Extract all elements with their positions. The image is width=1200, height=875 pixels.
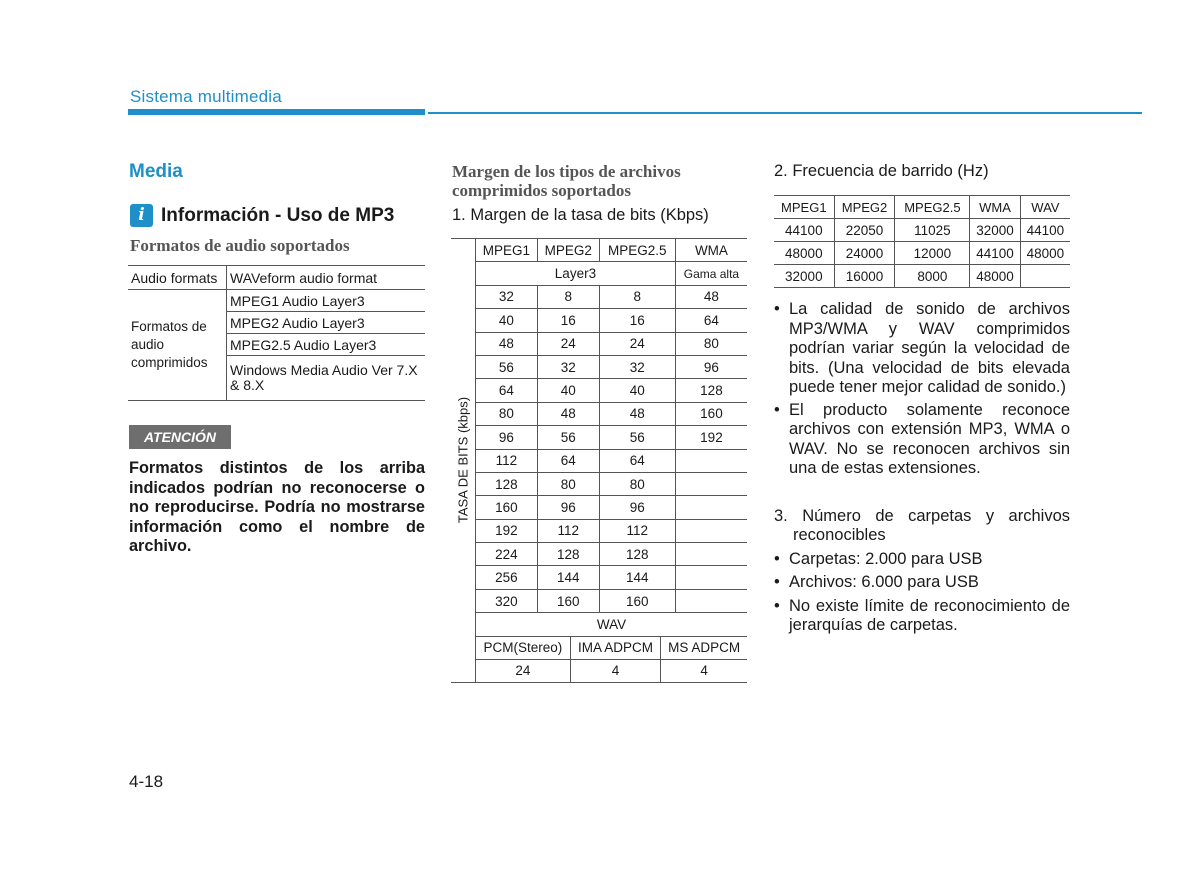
right-notes xyxy=(774,300,1070,636)
freq-cell: 48000 xyxy=(970,265,1020,288)
freq-header: WMA xyxy=(970,196,1020,219)
bitrate-cell: 8 xyxy=(537,285,599,308)
bitrate-cell: 56 xyxy=(476,355,538,378)
bitrate-cell: 48 xyxy=(537,402,599,425)
bitrate-cell: 128 xyxy=(675,379,747,402)
bitrate-cell: 48 xyxy=(599,402,675,425)
wav-value: 4 xyxy=(661,659,747,682)
numbered-heading: 3. Número de carpetas y archivos reconocibles xyxy=(774,506,1070,544)
bitrate-cell: 32 xyxy=(537,355,599,378)
bitrate-cell: 256 xyxy=(476,566,538,589)
formats-head-value: WAVeform audio format xyxy=(230,269,378,286)
bitrate-row xyxy=(451,355,747,378)
freq-cell: 24000 xyxy=(834,242,895,265)
freq-cell: 11025 xyxy=(895,219,970,242)
bitrate-cell xyxy=(675,472,747,495)
bitrate-cell xyxy=(675,566,747,589)
bitrate-cell: 8 xyxy=(599,285,675,308)
bitrate-table xyxy=(451,238,747,683)
bitrate-row xyxy=(451,589,747,612)
bitrate-row xyxy=(451,309,747,332)
bitrate-cell: 320 xyxy=(476,589,538,612)
bitrate-cell: 160 xyxy=(537,589,599,612)
bitrate-cell: 24 xyxy=(537,332,599,355)
formats-group-label: Formatos de audio comprimidos xyxy=(128,290,227,401)
format-item: MPEG2 Audio Layer3 xyxy=(230,314,365,331)
freq-cell: 16000 xyxy=(834,265,895,288)
wav-value: 24 xyxy=(476,659,570,682)
freq-cell: 8000 xyxy=(895,265,970,288)
freq-cell: 32000 xyxy=(774,265,834,288)
bitrate-axis-label: TASA DE BITS (kbps) xyxy=(455,397,471,524)
bitrate-row xyxy=(451,496,747,519)
bitrate-cell: 56 xyxy=(537,426,599,449)
freq-header: MPEG2.5 xyxy=(895,196,970,219)
bitrate-cell: 192 xyxy=(476,519,538,542)
freq-cell: 44100 xyxy=(970,242,1020,265)
media-heading: Media xyxy=(129,161,183,182)
note-bullet: • La calidad de sonido de archivos MP3/WMA y WAV comprimidos podrían variar según la velocidad de bits. (Una velocidad de bits elevada puede tener mejor calidad de sonido.) xyxy=(774,300,1070,398)
info-icon: i xyxy=(130,204,153,227)
bitrate-header: MPEG2 xyxy=(537,239,599,262)
note-bullet: • No existe límite de reconocimiento de jerarquías de carpetas. xyxy=(774,597,1070,636)
note-bullet: • El producto solamente reconoce archivos con extensión MP3, WMA o WAV. No se reconocen archivos sin una de estas extensiones. xyxy=(774,401,1070,479)
info-heading: Información - Uso de MP3 xyxy=(161,205,395,226)
bitrate-cell: 48 xyxy=(476,332,538,355)
freq-cell: 48000 xyxy=(774,242,834,265)
atencion-badge: ATENCIÓN xyxy=(129,425,231,449)
bitrate-row xyxy=(451,426,747,449)
bitrate-cell: 56 xyxy=(599,426,675,449)
bitrate-cell xyxy=(675,519,747,542)
bitrate-cell: 80 xyxy=(476,402,538,425)
bitrate-cell: 40 xyxy=(599,379,675,402)
freq-header: WAV xyxy=(1020,196,1070,219)
formats-subtitle: Formatos de audio soportados xyxy=(130,236,350,255)
bitrate-cell: 112 xyxy=(599,519,675,542)
gama-alta-label: Gama alta xyxy=(675,262,747,285)
bitrate-cell: 128 xyxy=(599,543,675,566)
freq-header: MPEG2 xyxy=(834,196,895,219)
bitrate-cell: 24 xyxy=(599,332,675,355)
format-item: Windows Media Audio Ver 7.X & 8.X xyxy=(230,362,418,393)
bitrate-cell: 64 xyxy=(599,449,675,472)
audio-formats-table xyxy=(128,265,425,401)
bitrate-row xyxy=(451,379,747,402)
bitrate-header: MPEG1 xyxy=(476,239,538,262)
bitrate-cell: 96 xyxy=(537,496,599,519)
bitrate-row xyxy=(451,543,747,566)
bitrate-row xyxy=(451,285,747,308)
bitrate-cell xyxy=(675,589,747,612)
bitrate-cell: 32 xyxy=(476,285,538,308)
bitrate-cell: 128 xyxy=(476,472,538,495)
wav-header: PCM(Stereo) xyxy=(483,640,563,656)
bitrate-cell xyxy=(675,496,747,519)
bitrate-cell xyxy=(675,543,747,566)
wav-label: WAV xyxy=(476,613,748,636)
freq-cell: 12000 xyxy=(895,242,970,265)
bitrate-row xyxy=(451,332,747,355)
bitrate-cell: 96 xyxy=(675,355,747,378)
bitrate-cell: 96 xyxy=(599,496,675,519)
bitrate-cell: 80 xyxy=(537,472,599,495)
freq-cell: 48000 xyxy=(1020,242,1070,265)
header-accent-bar xyxy=(128,109,425,115)
bitrate-cell: 64 xyxy=(675,309,747,332)
bitrate-cell: 64 xyxy=(476,379,538,402)
bitrate-title: 1. Margen de la tasa de bits (Kbps) xyxy=(452,206,709,224)
freq-cell: 44100 xyxy=(1020,219,1070,242)
bitrate-cell: 48 xyxy=(675,285,747,308)
format-item: MPEG1 Audio Layer3 xyxy=(230,292,365,309)
bitrate-row xyxy=(451,566,747,589)
bitrate-cell: 192 xyxy=(675,426,747,449)
bitrate-cell: 40 xyxy=(476,309,538,332)
bitrate-axis-label-cell xyxy=(451,239,476,683)
bitrate-cell: 128 xyxy=(537,543,599,566)
supported-range-subtitle: Margen de los tipos de archivos comprimidos soportados xyxy=(452,162,681,200)
format-item: MPEG2.5 Audio Layer3 xyxy=(230,336,377,353)
bitrate-row xyxy=(451,519,747,542)
wav-header: MS ADPCM xyxy=(661,637,747,660)
note-bullet: • Carpetas: 2.000 para USB xyxy=(774,550,1070,570)
freq-header: MPEG1 xyxy=(774,196,834,219)
bitrate-cell xyxy=(675,449,747,472)
freq-cell: 22050 xyxy=(834,219,895,242)
freq-cell: 32000 xyxy=(970,219,1020,242)
bitrate-cell: 112 xyxy=(537,519,599,542)
bitrate-cell: 160 xyxy=(599,589,675,612)
formats-head-label: Audio formats xyxy=(128,266,227,290)
wav-value: 4 xyxy=(570,659,660,682)
wav-header: IMA ADPCM xyxy=(570,637,660,660)
bitrate-cell: 32 xyxy=(599,355,675,378)
note-bullet: • Archivos: 6.000 para USB xyxy=(774,573,1070,593)
bitrate-cell: 160 xyxy=(675,402,747,425)
bitrate-cell: 80 xyxy=(675,332,747,355)
bitrate-cell: 144 xyxy=(599,566,675,589)
bitrate-header: MPEG2.5 xyxy=(599,239,675,262)
bitrate-header: WMA xyxy=(675,239,747,262)
bitrate-row xyxy=(451,449,747,472)
page-number: 4-18 xyxy=(129,772,164,791)
section-title: Sistema multimedia xyxy=(130,87,282,106)
bitrate-cell: 160 xyxy=(476,496,538,519)
frequency-title: 2. Frecuencia de barrido (Hz) xyxy=(774,162,989,180)
header-rule xyxy=(428,112,1142,114)
freq-row xyxy=(774,265,1070,288)
bitrate-cell: 112 xyxy=(476,449,538,472)
layer-label: Layer3 xyxy=(476,262,676,285)
bitrate-cell: 16 xyxy=(599,309,675,332)
freq-cell: 44100 xyxy=(774,219,834,242)
bitrate-cell: 96 xyxy=(476,426,538,449)
warning-text: Formatos distintos de los arriba indicados podrían no reconocerse o no reproducirse. Podría no mostrarse información como el nombre de archivo. xyxy=(129,459,425,555)
bitrate-cell: 144 xyxy=(537,566,599,589)
bitrate-cell: 80 xyxy=(599,472,675,495)
freq-row xyxy=(774,242,1070,265)
freq-cell xyxy=(1020,265,1070,288)
bitrate-cell: 16 xyxy=(537,309,599,332)
bitrate-row xyxy=(451,402,747,425)
frequency-table xyxy=(774,195,1070,288)
bitrate-cell: 64 xyxy=(537,449,599,472)
freq-row xyxy=(774,219,1070,242)
bitrate-cell: 224 xyxy=(476,543,538,566)
bitrate-cell: 40 xyxy=(537,379,599,402)
bitrate-row xyxy=(451,472,747,495)
